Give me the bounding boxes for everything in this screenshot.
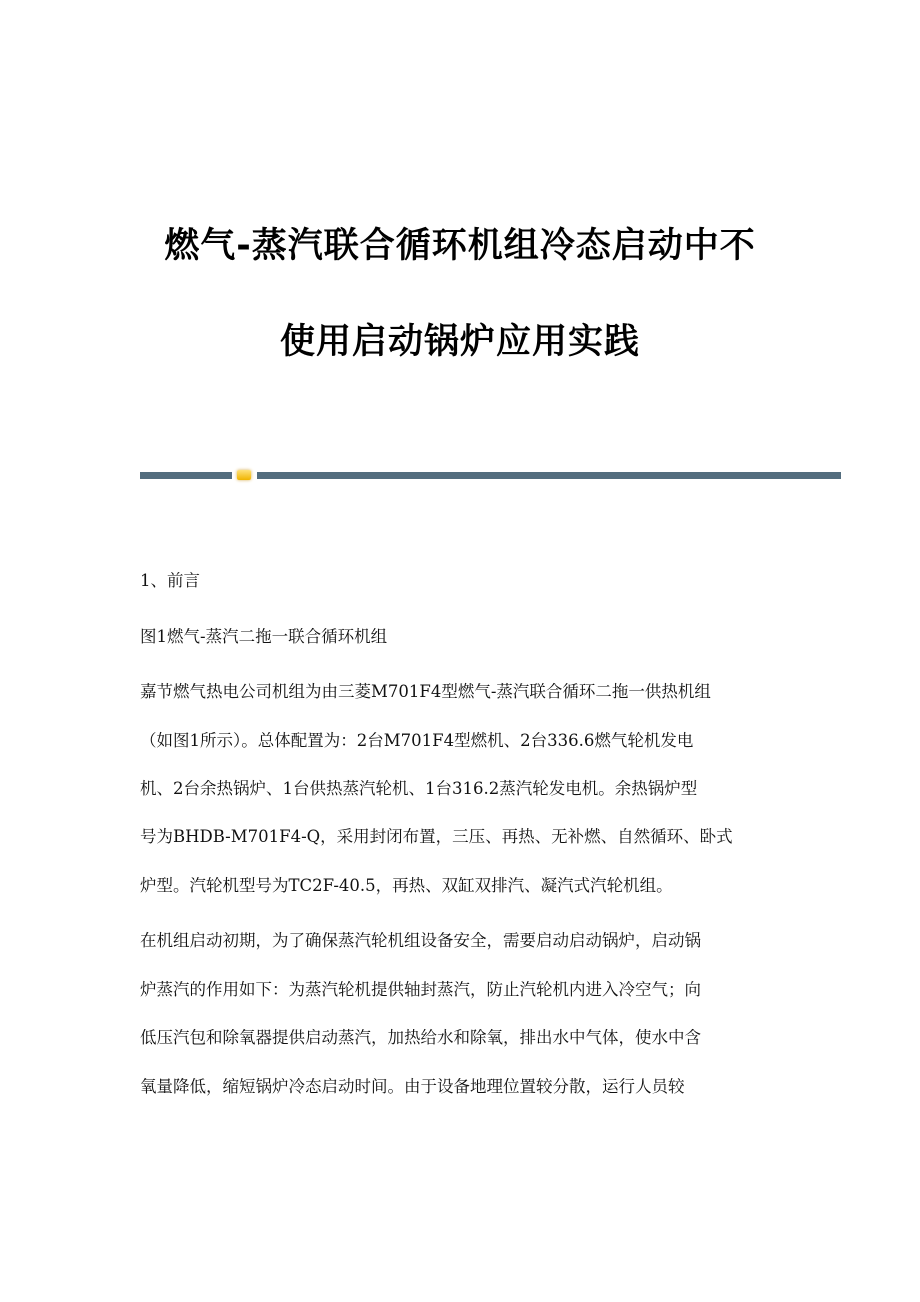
figure-caption: 图1燃气-蒸汽二拖一联合循环机组 [140, 627, 388, 646]
paragraph-1-line: 炉型。汽轮机型号为TC2F-40.5，再热、双缸双排汽、凝汽式汽轮机组。 [140, 876, 673, 895]
divider-right [257, 472, 841, 479]
section-heading: 1、前言 [140, 571, 200, 590]
paragraph-1-line: （如图1所示）。总体配置为：2台M701F4型燃机、2台336.6燃气轮机发电 [140, 731, 694, 750]
paragraph-2-line: 低压汽包和除氧器提供启动蒸汽，加热给水和除氧，排出水中气体，使水中含 [140, 1028, 701, 1047]
divider-left [140, 472, 232, 479]
paragraph-1-line: 号为BHDB-M701F4-Q，采用封闭布置，三压、再热、无补燃、自然循环、卧式 [140, 827, 733, 846]
paragraph-2-line: 在机组启动初期，为了确保蒸汽轮机组设备安全，需要启动启动锅炉，启动锅 [140, 931, 701, 950]
paragraph-2-line: 氧量降低，缩短锅炉冷态启动时间。由于设备地理位置较分散，运行人员较 [140, 1077, 685, 1096]
document-title-line-1: 燃气-蒸汽联合循环机组冷态启动中不 [164, 226, 756, 266]
paragraph-1-line: 机、2台余热锅炉、1台供热蒸汽轮机、1台316.2蒸汽轮发电机。余热锅炉型 [140, 779, 698, 798]
paragraph-1-line: 嘉节燃气热电公司机组为由三菱M701F4型燃气-蒸汽联合循环二拖一供热机组 [140, 682, 711, 701]
document-title-line-2: 使用启动锅炉应用实践 [279, 322, 640, 362]
divider-ornament-icon [237, 470, 251, 480]
paragraph-2-line: 炉蒸汽的作用如下：为蒸汽轮机提供轴封蒸汽，防止汽轮机内进入冷空气；向 [140, 980, 701, 999]
